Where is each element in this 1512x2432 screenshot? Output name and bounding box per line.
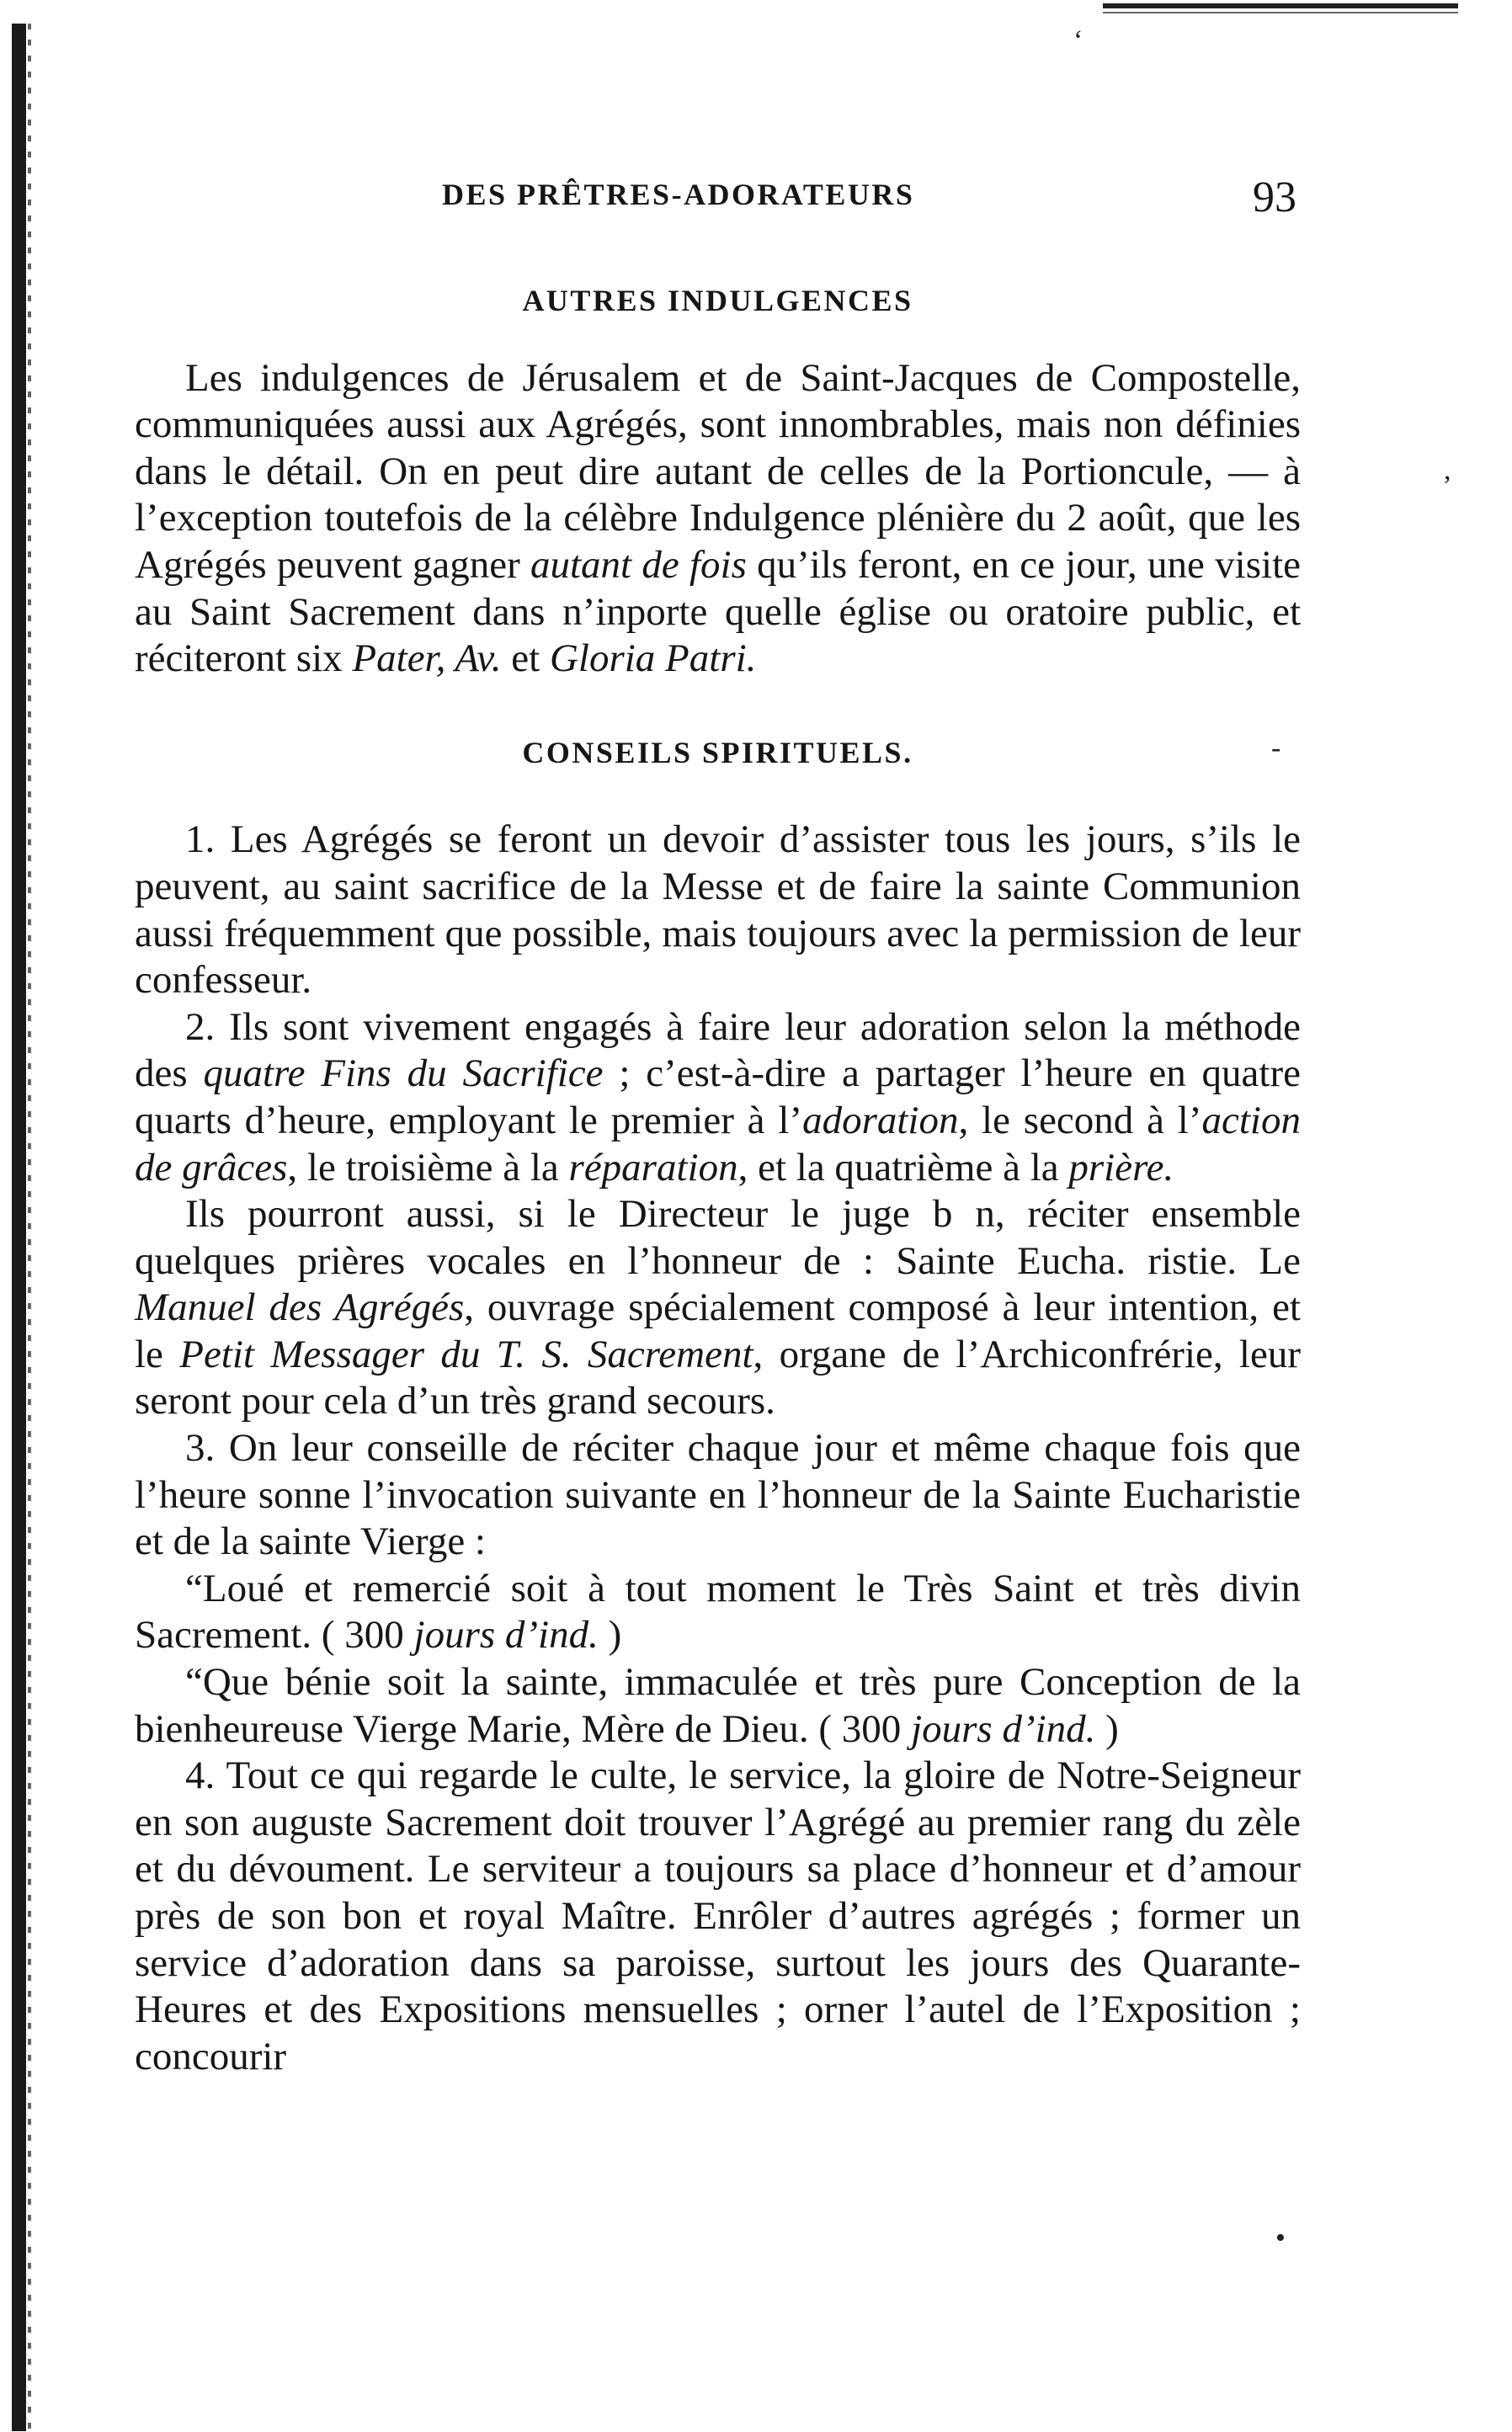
scan-speck: - <box>1271 732 1281 764</box>
quote-invocation-2 <box>135 1659 1301 1753</box>
text-run: , le troisième à la <box>287 1145 569 1189</box>
italic-run: Pater, Av. <box>352 636 502 681</box>
text-run: Ils pourront aussi, si le Directeur le juge b n, réciter ensemble quelques prières vocales en l’honneur de : Sainte Eucha. ristie. Le <box>135 1192 1301 1283</box>
paragraph-indulgences <box>135 355 1301 683</box>
paragraph-item-2-cont <box>135 1191 1301 1425</box>
italic-run: quatre Fins du Sacrifice <box>203 1051 604 1096</box>
text-run: Les indulgences de Jérusalem et de Saint-Jacques de Compostelle, communiquées aussi aux Agrégés, sont innombrables, mais non définies dans le détail. On en peut dire autant de celles de la Portioncule, — à l’exception toutefois de la célèbre Indulgence plénière du 2 août, que les Agrégés peuvent gagner <box>135 355 1301 587</box>
section-heading-conseils: CONSEILS SPIRITUELS. <box>522 735 913 769</box>
page-number: 93 <box>1253 173 1296 221</box>
italic-run: réparation <box>568 1145 738 1189</box>
text-run: “Loué et remercié soit à tout moment le Très Saint et très divin Sacrement. ( 300 <box>135 1566 1301 1658</box>
running-head: DES PRÊTRES-ADORATEURS <box>442 178 915 211</box>
italic-run: autant de fois <box>530 542 747 587</box>
italic-run: prière. <box>1068 1145 1174 1189</box>
top-rule-thin <box>1103 12 1458 13</box>
italic-run: jours d’ind. <box>413 1613 599 1658</box>
page-body <box>135 278 1301 2080</box>
text-run: , ouvrage spécialement composé à leur intention, et le <box>135 1285 1301 1376</box>
text-run: , organe de l’Archiconfrérie, leur seront pour cela d’un très grand secours. <box>135 1332 1301 1424</box>
text-run: , le second à l’ <box>958 1098 1202 1142</box>
paragraph-item-3: 3. On leur conseille de réciter chaque jour et même chaque fois que l’heure sonne l’invocation suivante en l’honneur de la Sainte Eucharistie et de la sainte Vierge : <box>135 1426 1301 1564</box>
top-rule <box>1103 3 1458 8</box>
text-run: et <box>501 636 550 681</box>
italic-run: jours d’ind. <box>911 1706 1096 1751</box>
italic-run: Manuel des Agrégés <box>135 1285 465 1330</box>
paragraph-item-4: 4. Tout ce qui regarde le culte, le service, la gloire de Notre-Seigneur en son auguste Sacrement doit trouver l’Agrégé au premier rang du zèle et du dévoument. Le serviteur a toujours sa place d’honneur et d’amour près de son bon et royal Maître. Enrôler d’autres agrégés ; former un service d’adoration dans sa paroisse, surtout les jours des Quarante-Heures et des Expositions mensuelles ; orner l’autel de l’Exposition ; concourir <box>135 1753 1301 2078</box>
paragraph-item-1: 1. Les Agrégés se feront un devoir d’assister tous les jours, s’ils le peuvent, au saint sacrifice de la Messe et de faire la sainte Communion aussi fréquemment que possible, mais toujours avec la permission de leur confesseur. <box>135 817 1301 1003</box>
italic-run: Petit Messager du T. S. Sacrement <box>179 1332 753 1376</box>
text-run: , et la quatrième à la <box>737 1145 1069 1189</box>
italic-run: Gloria Patri. <box>549 636 757 681</box>
text-run: qu’ils feront, en ce jour, une visite au Saint Sacrement dans n’inporte quelle église ou oratoire public, et réciteront six <box>135 542 1301 681</box>
text-run: 2. Ils sont vivement engagés à faire leur adoration selon la méthode des <box>135 1004 1301 1096</box>
paragraph-item-2 <box>135 1004 1301 1191</box>
binding-edge <box>12 24 26 2431</box>
section-heading-indulgences: AUTRES INDULGENCES <box>522 284 913 317</box>
scan-speck: , <box>1444 455 1451 486</box>
scan-speck: • <box>1275 2222 1286 2254</box>
scan-speck: ‘ <box>1073 25 1083 56</box>
text-run: ; c’est-à-dire a partager l’heure en quatre quarts d’heure, employant le premier à l’ <box>135 1051 1301 1142</box>
text-run: “Que bénie soit la sainte, immaculée et très pure Conception de la bienheureuse Vierge Marie, Mère de Dieu. ( 300 <box>135 1660 1301 1751</box>
italic-run: adoration <box>802 1098 959 1142</box>
italic-run: action de grâces <box>135 1098 1301 1189</box>
text-run: ) <box>598 1613 622 1658</box>
text-run: ) <box>1095 1706 1119 1751</box>
quote-invocation-1 <box>135 1566 1301 1659</box>
